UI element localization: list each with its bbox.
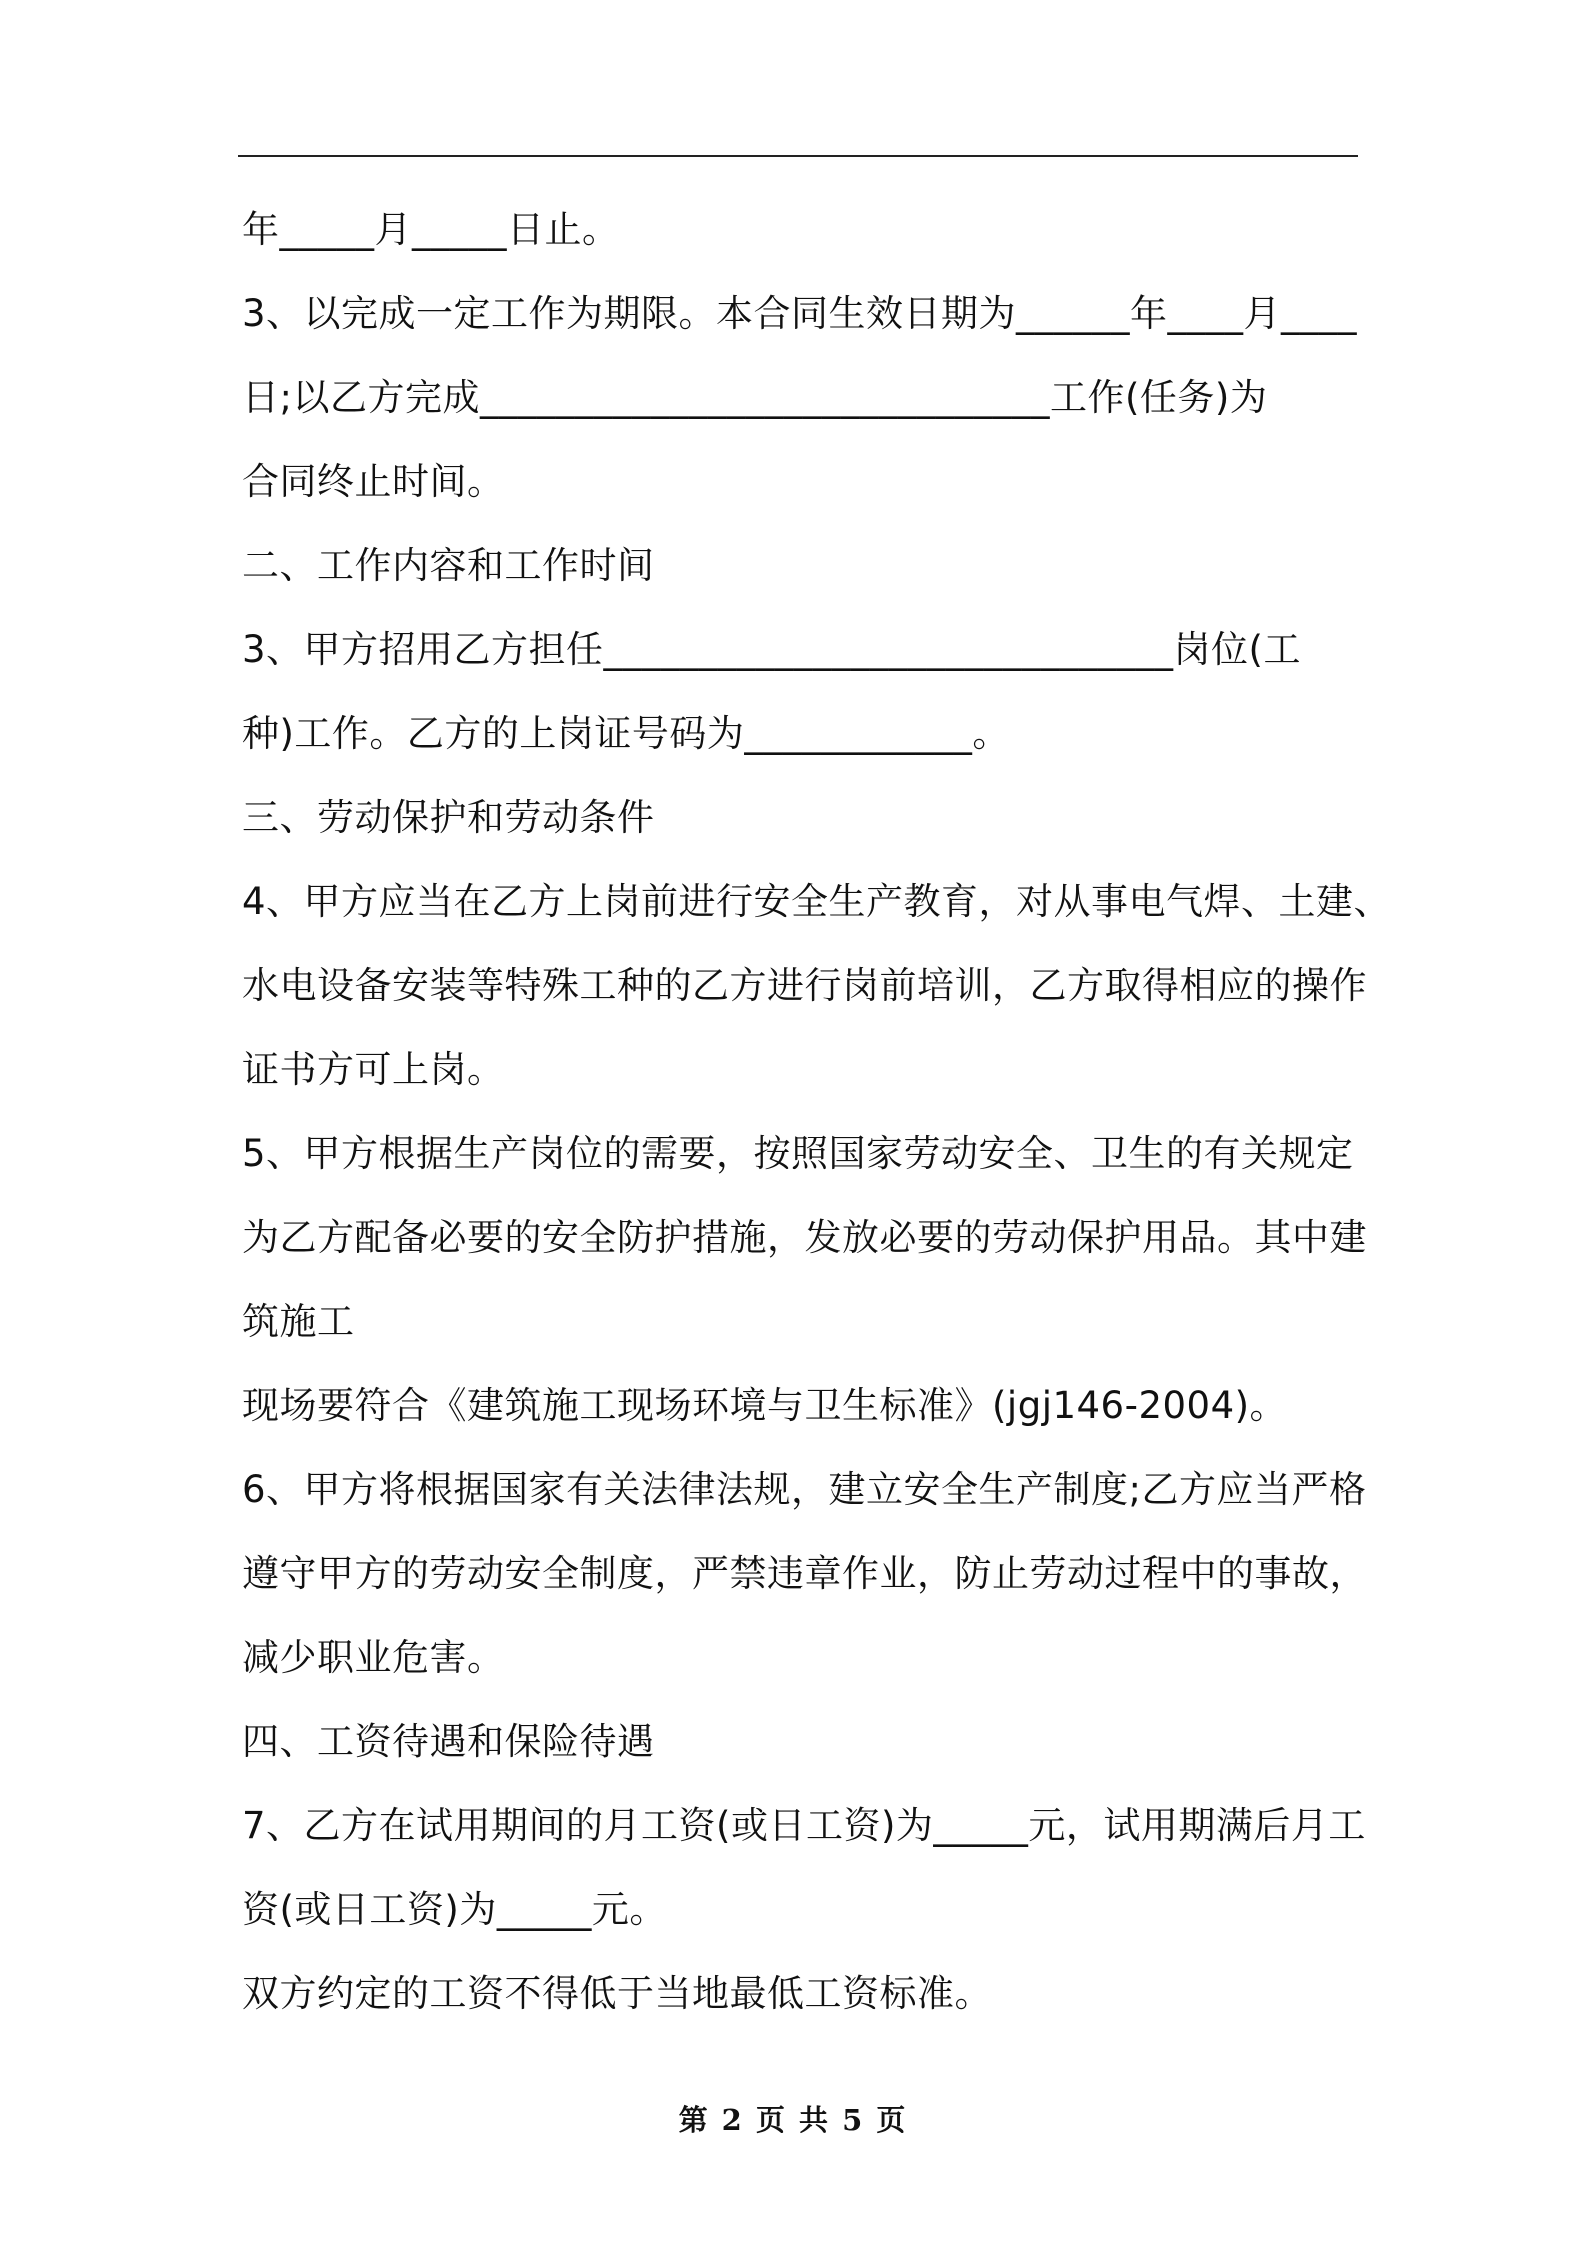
text-line: 减少职业危害。 xyxy=(242,1636,505,1679)
text-line: 双方约定的工资不得低于当地最低工资标准。 xyxy=(242,1972,992,2015)
document-body xyxy=(242,188,1392,2036)
section-heading: 四、工资待遇和保险待遇 xyxy=(242,1720,655,1763)
header-rule xyxy=(238,155,1358,157)
text-line: 证书方可上岗。 xyxy=(242,1048,505,1091)
text-line: 5、甲方根据生产岗位的需要，按照国家劳动安全、卫生的有关规定 xyxy=(242,1132,1354,1175)
text-line: 4、甲方应当在乙方上岗前进行安全生产教育，对从事电气焊、土建、 xyxy=(242,880,1392,923)
text-line: 种)工作。乙方的上岗证号码为____________。 xyxy=(242,712,1010,755)
text-line: 资(或日工资)为_____元。 xyxy=(242,1888,667,1931)
text-line: 为乙方配备必要的安全防护措施，发放必要的劳动保护用品。其中建 xyxy=(242,1216,1367,1259)
text-line: 筑施工 xyxy=(242,1300,355,1343)
text-line: 6、甲方将根据国家有关法律法规，建立安全生产制度;乙方应当严格 xyxy=(242,1468,1367,1511)
section-heading: 三、劳动保护和劳动条件 xyxy=(242,796,655,839)
text-line: 水电设备安装等特殊工种的乙方进行岗前培训，乙方取得相应的操作 xyxy=(242,964,1367,1007)
text-line: 7、乙方在试用期间的月工资(或日工资)为_____元，试用期满后月工 xyxy=(242,1804,1366,1847)
text-line: 日;以乙方完成______________________________工作(任务)为 xyxy=(242,376,1268,419)
text-line: 遵守甲方的劳动安全制度，严禁违章作业，防止劳动过程中的事故， xyxy=(242,1552,1367,1595)
text-line: 年_____月_____日止。 xyxy=(242,208,620,251)
text-line: 3、以完成一定工作为期限。本合同生效日期为______年____月____ xyxy=(242,292,1358,335)
section-heading: 二、工作内容和工作时间 xyxy=(242,544,655,587)
text-line: 3、甲方招用乙方担任______________________________岗位(工 xyxy=(242,628,1301,671)
page-number-footer: 第 2 页 共 5 页 xyxy=(678,2103,908,2137)
text-line: 合同终止时间。 xyxy=(242,460,505,503)
text-line: 现场要符合《建筑施工现场环境与卫生标准》(jgj146-2004)。 xyxy=(242,1384,1288,1427)
